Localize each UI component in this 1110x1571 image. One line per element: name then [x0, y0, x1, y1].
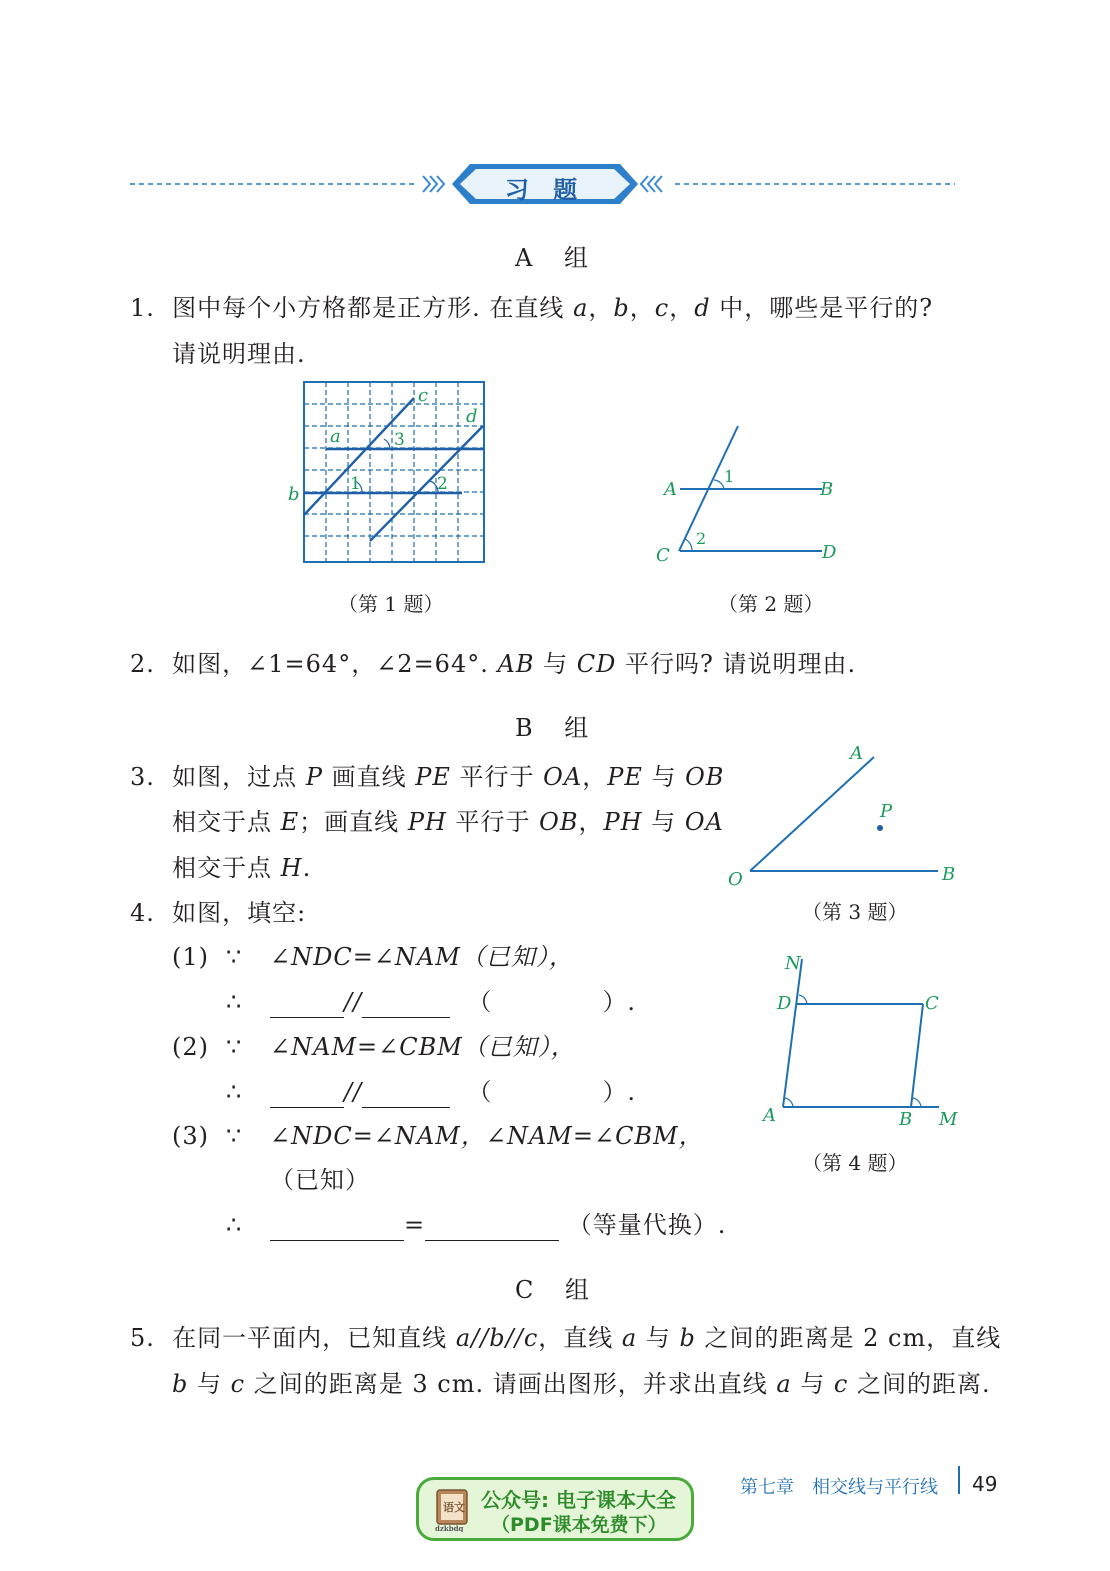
q3-number: 3.	[130, 763, 155, 791]
q1-line1: 1. 图中每个小方格都是正方形. 在直线 a，b，c，d 中，哪些是平行的?	[130, 294, 934, 322]
q4-because-2: ∵	[226, 1033, 243, 1061]
q4-sub1-answer: // （ ）.	[270, 990, 636, 1018]
line-d	[370, 426, 483, 541]
figure-4	[755, 945, 970, 1135]
q2-line: 2. 如图，∠1=64°，∠2=64°. AB 与 CD 平行吗? 请说明理由.	[130, 650, 857, 678]
fig1-label-c: c	[418, 385, 429, 406]
q3-line1: 3. 如图，过点 P 画直线 PE 平行于 OA，PE 与 OB	[130, 763, 725, 791]
q1-line2: 请说明理由.	[172, 340, 306, 368]
watermark-badge	[416, 1477, 694, 1541]
fig2-label-D: D	[822, 542, 837, 563]
figure-1	[280, 378, 490, 568]
footer-chapter: 第七章 相交线与平行线	[740, 1477, 938, 1498]
ray-oa	[750, 757, 874, 871]
q5-line2: b 与 c 之间的距离是 3 cm. 请画出图形，并求出直线 a 与 c 之间的距离.	[172, 1370, 991, 1398]
fig3-label-P: P	[880, 801, 893, 822]
header-title: 习 题	[504, 176, 586, 204]
q4-therefore-2: ∴	[226, 1078, 243, 1106]
figure-3	[720, 735, 970, 895]
q4-sub3-given: ∠NDC=∠NAM，∠NAM=∠CBM，	[270, 1122, 704, 1150]
q4-because-3: ∵	[226, 1122, 243, 1150]
book-icon	[433, 1486, 473, 1532]
fig4-label-B: B	[899, 1109, 913, 1130]
fig4-label-D: D	[777, 993, 792, 1014]
point-p	[877, 825, 883, 831]
chevrons-right-icon	[641, 176, 662, 192]
header-banner	[130, 160, 955, 208]
fig2-label-C: C	[656, 545, 670, 566]
fig1-label-2: 2	[437, 474, 448, 494]
q4-sub2-answer: // （ ）.	[270, 1080, 636, 1108]
q3-line2: 相交于点 E；画直线 PH 平行于 OB，PH 与 OA	[172, 808, 724, 836]
q3-line3: 相交于点 H.	[172, 854, 312, 882]
q5-line1: 5. 在同一平面内，已知直线 a//b//c，直线 a 与 b 之间的距离是 2 cm，直线	[130, 1324, 1002, 1352]
blank-2-reason[interactable]	[492, 1080, 602, 1104]
group-b-heading: B 组	[515, 714, 601, 742]
line-an	[783, 959, 802, 1107]
badge-small-text: dzkbdq	[435, 1524, 464, 1532]
fig3-label-B: B	[942, 864, 956, 885]
figure-2	[650, 420, 850, 570]
fig4-caption: （第 4 题）	[802, 1151, 908, 1175]
fig1-caption: （第 1 题）	[338, 592, 444, 616]
q4-sub1-given: ∠NDC=∠NAM（已知），	[270, 943, 574, 971]
page-number: 49	[972, 1472, 998, 1496]
fig1-label-1: 1	[350, 474, 361, 494]
q4-therefore-1: ∴	[226, 988, 243, 1016]
fig4-label-N: N	[785, 953, 801, 974]
fig1-label-d: d	[466, 406, 478, 427]
q5-number: 5.	[130, 1324, 155, 1352]
q1-number: 1.	[130, 294, 155, 322]
q4-therefore-3: ∴	[226, 1211, 243, 1239]
line-cb	[911, 1004, 923, 1107]
fig2-caption: （第 2 题）	[718, 592, 824, 616]
q4-number: 4.	[130, 899, 155, 927]
group-a-heading: A 组	[515, 244, 600, 272]
badge-line1: 公众号: 电子课本大全	[481, 1488, 676, 1512]
fig3-label-O: O	[728, 869, 743, 890]
blank-3b[interactable]	[425, 1216, 559, 1241]
fig3-caption: （第 3 题）	[802, 900, 908, 924]
fig1-border	[304, 382, 484, 562]
q2-number: 2.	[130, 650, 155, 678]
q4-sub3-answer: = （等量代换）.	[270, 1213, 726, 1241]
fig2-label-1: 1	[724, 467, 735, 486]
q4-sub2-label: (2)	[172, 1033, 209, 1061]
fig4-label-M: M	[939, 1109, 958, 1130]
fig1-label-3: 3	[394, 430, 405, 450]
q4-sub2-given: ∠NAM=∠CBM（已知），	[270, 1033, 576, 1061]
blank-1b[interactable]	[362, 993, 450, 1018]
fig2-label-A: A	[664, 479, 677, 500]
blank-1a[interactable]	[270, 993, 344, 1018]
line-c	[304, 398, 414, 515]
blank-3a[interactable]	[270, 1216, 404, 1241]
fig3-label-A: A	[850, 743, 863, 764]
group-c-heading: C 组	[515, 1276, 601, 1304]
chevrons-left-icon	[423, 176, 444, 192]
fig2-label-2: 2	[696, 529, 707, 548]
badge-line2: （PDF课本免费下）	[491, 1514, 667, 1536]
q4-sub1-label: (1)	[172, 943, 209, 971]
fig1-label-b: b	[288, 484, 300, 505]
book-icon-text: 语文	[443, 1501, 465, 1514]
footer-divider	[958, 1466, 960, 1494]
fig2-label-B: B	[820, 479, 834, 500]
fig1-grid	[304, 382, 484, 562]
q4-sub3-label: (3)	[172, 1122, 209, 1150]
q4-intro: 4. 如图，填空:	[130, 899, 307, 927]
blank-2a[interactable]	[270, 1083, 344, 1108]
blank-2b[interactable]	[362, 1083, 450, 1108]
q4-because-1: ∵	[226, 943, 243, 971]
fig4-label-C: C	[925, 993, 939, 1014]
q4-sub3-given-note: （已知）	[270, 1166, 370, 1194]
blank-1-reason[interactable]	[492, 990, 602, 1014]
fig4-label-A: A	[763, 1105, 776, 1126]
fig1-label-a: a	[330, 426, 341, 447]
